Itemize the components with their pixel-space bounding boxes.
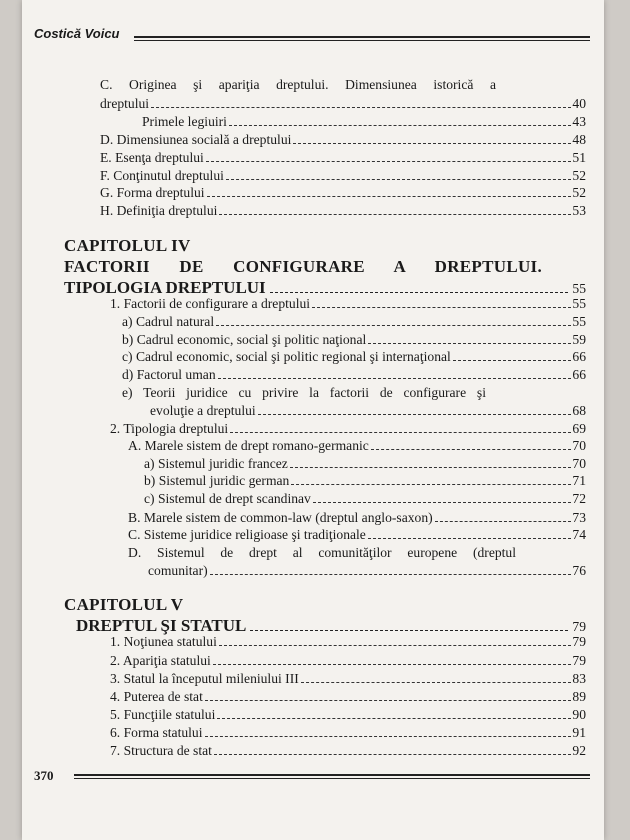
toc-entry: 7. Structura de stat 92 [110, 743, 586, 758]
toc-entry: b) Sistemul juridic german 71 [144, 473, 586, 488]
header-rule [134, 36, 590, 41]
toc-entry: E. Esenţa dreptului 51 [100, 150, 586, 165]
toc-entry: comunitar) 76 [148, 563, 586, 578]
toc-entry: 1. Factorii de configurare a dreptului 55 [110, 296, 586, 311]
toc-entry: C. Sisteme juridice religioase şi tradiţionale 74 [128, 527, 586, 542]
toc-entry: c) Sistemul de drept scandinav 72 [144, 491, 586, 506]
page-number: 370 [34, 768, 54, 783]
author-name: Costică Voicu [34, 26, 120, 41]
footer-rule [74, 774, 590, 779]
toc-entry: A. Marele sistem de drept romano-germanic 70 [128, 438, 586, 453]
toc-entry: G. Forma dreptului 52 [100, 185, 586, 200]
toc-entry: B. Marele sistem de common-law (dreptul anglo-saxon) 73 [128, 510, 586, 525]
toc-entry: c) Cadrul economic, social şi politic regional şi internaţional 66 [122, 349, 586, 364]
toc-entry: 2. Apariţia statului 79 [110, 653, 586, 668]
toc-entry: H. Definiţia dreptului 53 [100, 203, 586, 218]
toc-entry: 6. Forma statului 91 [110, 725, 586, 740]
toc-entry: D. Dimensiunea socială a dreptului 48 [100, 132, 586, 147]
toc-entry: 5. Funcţiile statului 90 [110, 707, 586, 722]
toc-entry: 2. Tipologia dreptului 69 [110, 421, 586, 436]
toc-entry-e: e) Teorii juridice cu privire la factorii de configurare şi [122, 385, 486, 400]
toc-entry: a) Cadrul natural 55 [122, 314, 586, 329]
toc-entry: a) Sistemul juridic francez 70 [144, 456, 586, 471]
chapter-5-label: CAPITOLUL V [64, 595, 184, 614]
toc-entry: b) Cadrul economic, social şi politic naţional 59 [122, 332, 586, 347]
toc-entry: evoluţie a dreptului 68 [150, 403, 586, 418]
chapter-4-title-line1: FACTORII DE CONFIGURARE A DREPTULUI. [64, 257, 542, 276]
chapter-4-title-line2: TIPOLOGIA DREPTULUI 55 [64, 278, 586, 297]
book-page [22, 0, 604, 840]
toc-entry: Primele legiuiri 43 [142, 114, 586, 129]
toc-entry: dreptului 40 [100, 96, 586, 111]
toc-entry: F. Conţinutul dreptului 52 [100, 168, 586, 183]
toc-entry: 4. Puterea de stat 89 [110, 689, 586, 704]
toc-entry: 3. Statul la începutul mileniului III 83 [110, 671, 586, 686]
chapter-5-title: DREPTUL ŞI STATUL 79 [76, 616, 586, 635]
toc-entry-c: C. Originea şi apariţia dreptului. Dimensiunea istorică a [100, 77, 496, 92]
toc-entry-d: D. Sistemul de drept al comunităţilor europene (dreptul [128, 545, 516, 560]
page-footer [34, 768, 590, 788]
toc-entry: 1. Noţiunea statului 79 [110, 634, 586, 649]
running-header [34, 26, 590, 46]
toc-entry: d) Factorul uman 66 [122, 367, 586, 382]
chapter-4-label: CAPITOLUL IV [64, 236, 191, 255]
